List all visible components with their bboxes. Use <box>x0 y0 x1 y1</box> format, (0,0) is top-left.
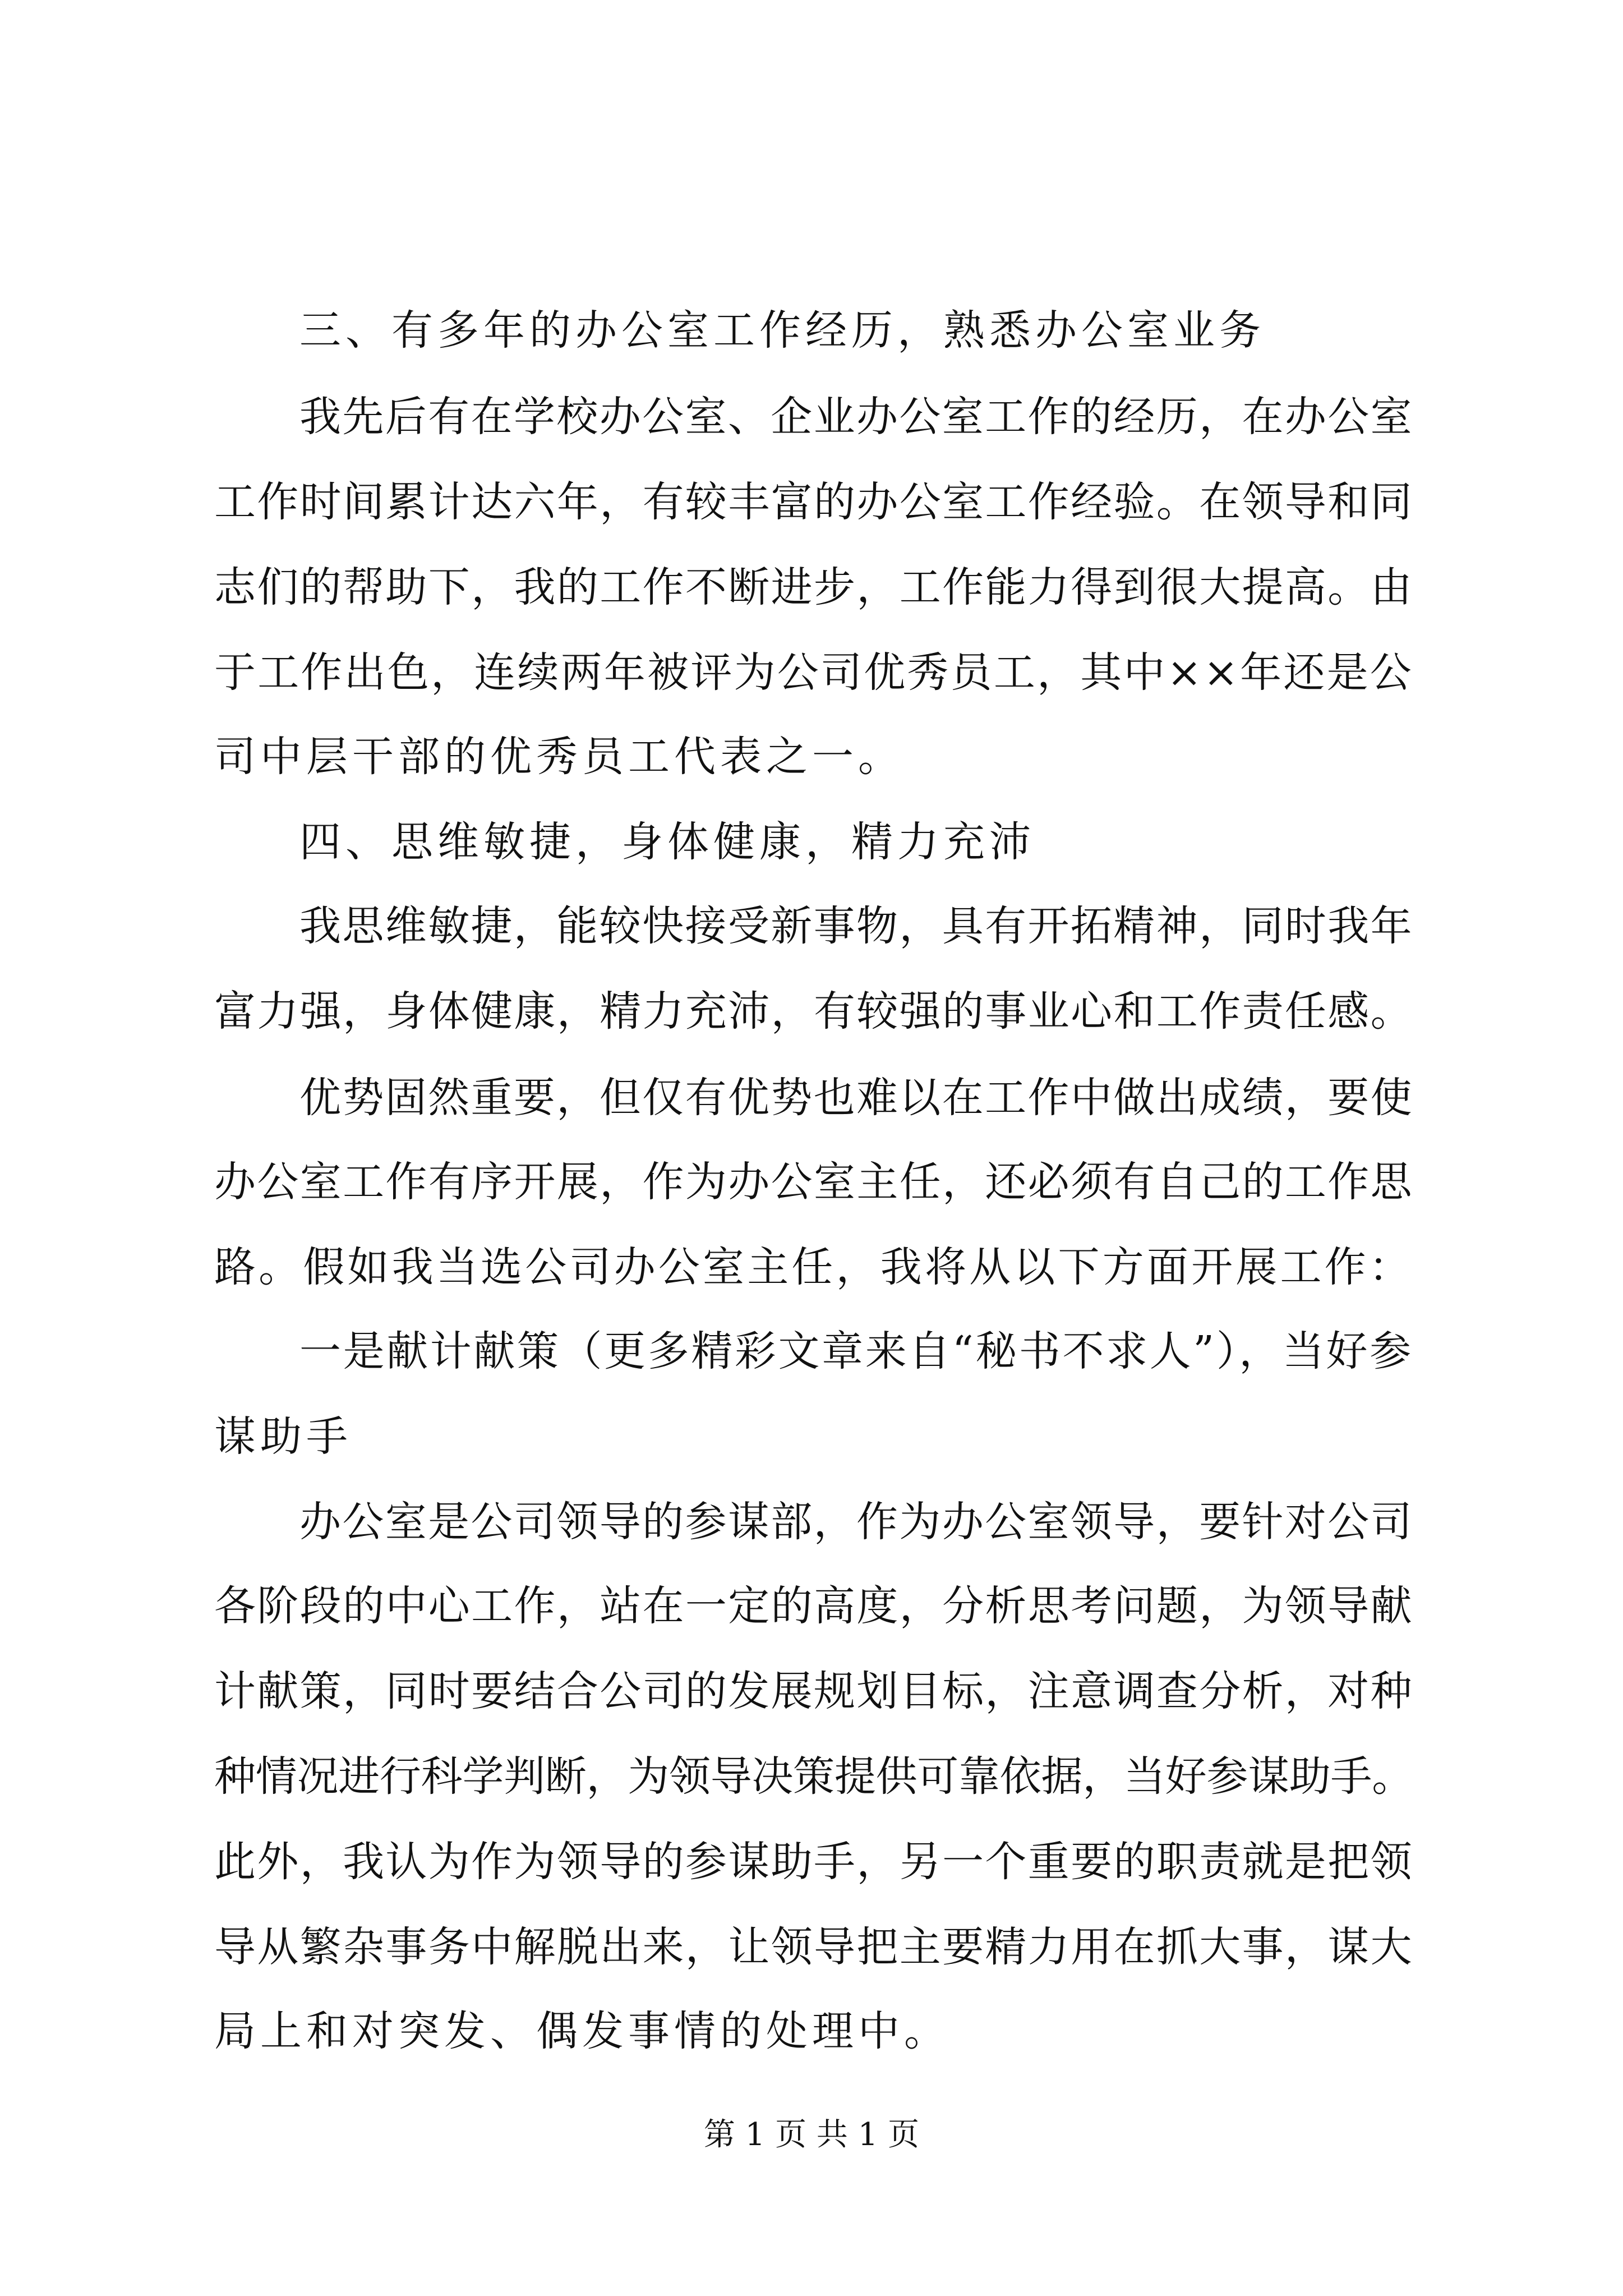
paragraph-line: 工作时间累计达六年，有较丰富的办公室工作经验。在领导和同 <box>214 478 1413 526</box>
paragraph-line: 富力强，身体健康，精力充沛，有较强的事业心和工作责任感。 <box>214 987 1413 1036</box>
paragraph-line: 办公室是公司领导的参谋部，作为办公室领导，要针对公司 <box>299 1498 1413 1546</box>
paragraph-line: 各阶段的中心工作，站在一定的高度，分析思考问题，为领导献 <box>214 1582 1413 1630</box>
paragraph-line: 此外，我认为作为领导的参谋助手，另一个重要的职责就是把领 <box>214 1838 1413 1886</box>
paragraph-line: 导从繁杂事务中解脱出来，让领导把主要精力用在抓大事，谋大 <box>214 1923 1413 1971</box>
section-heading-three: 三、有多年的办公室工作经历，熟悉办公室业务 <box>299 306 1265 355</box>
paragraph-line: 志们的帮助下，我的工作不断进步，工作能力得到很大提高。由 <box>214 563 1413 611</box>
paragraph-line: 局上和对突发、偶发事情的处理中。 <box>214 2007 950 2055</box>
paragraph-line: 司中层干部的优秀员工代表之一。 <box>214 733 904 781</box>
section-heading-four: 四、思维敏捷，身体健康，精力充沛 <box>299 818 1035 866</box>
paragraph-line: 我先后有在学校办公室、企业办公室工作的经历，在办公室 <box>299 393 1413 441</box>
point-heading-one: 一是献计献策（更多精彩文章来自“秘书不求人”），当好参 <box>299 1327 1413 1375</box>
paragraph-line: 于工作出色，连续两年被评为公司优秀员工，其中××年还是公 <box>214 648 1414 697</box>
point-heading-one-continued: 谋助手 <box>214 1412 352 1461</box>
paragraph-line: 我思维敏捷，能较快接受新事物，具有开拓精神，同时我年 <box>299 902 1413 950</box>
page-number-footer: 第 1 页 共 1 页 <box>703 2116 920 2153</box>
paragraph-line: 办公室工作有序开展，作为办公室主任，还必须有自己的工作思 <box>214 1158 1413 1206</box>
paragraph-line: 计献策，同时要结合公司的发展规划目标，注意调查分析，对种 <box>214 1667 1413 1715</box>
paragraph-line: 路。假如我当选公司办公室主任，我将从以下方面开展工作： <box>214 1243 1413 1291</box>
paragraph-line: 种情况进行科学判断，为领导决策提供可靠依据，当好参谋助手。 <box>214 1752 1413 1801</box>
paragraph-line: 优势固然重要，但仅有优势也难以在工作中做出成绩，要使 <box>299 1074 1413 1122</box>
